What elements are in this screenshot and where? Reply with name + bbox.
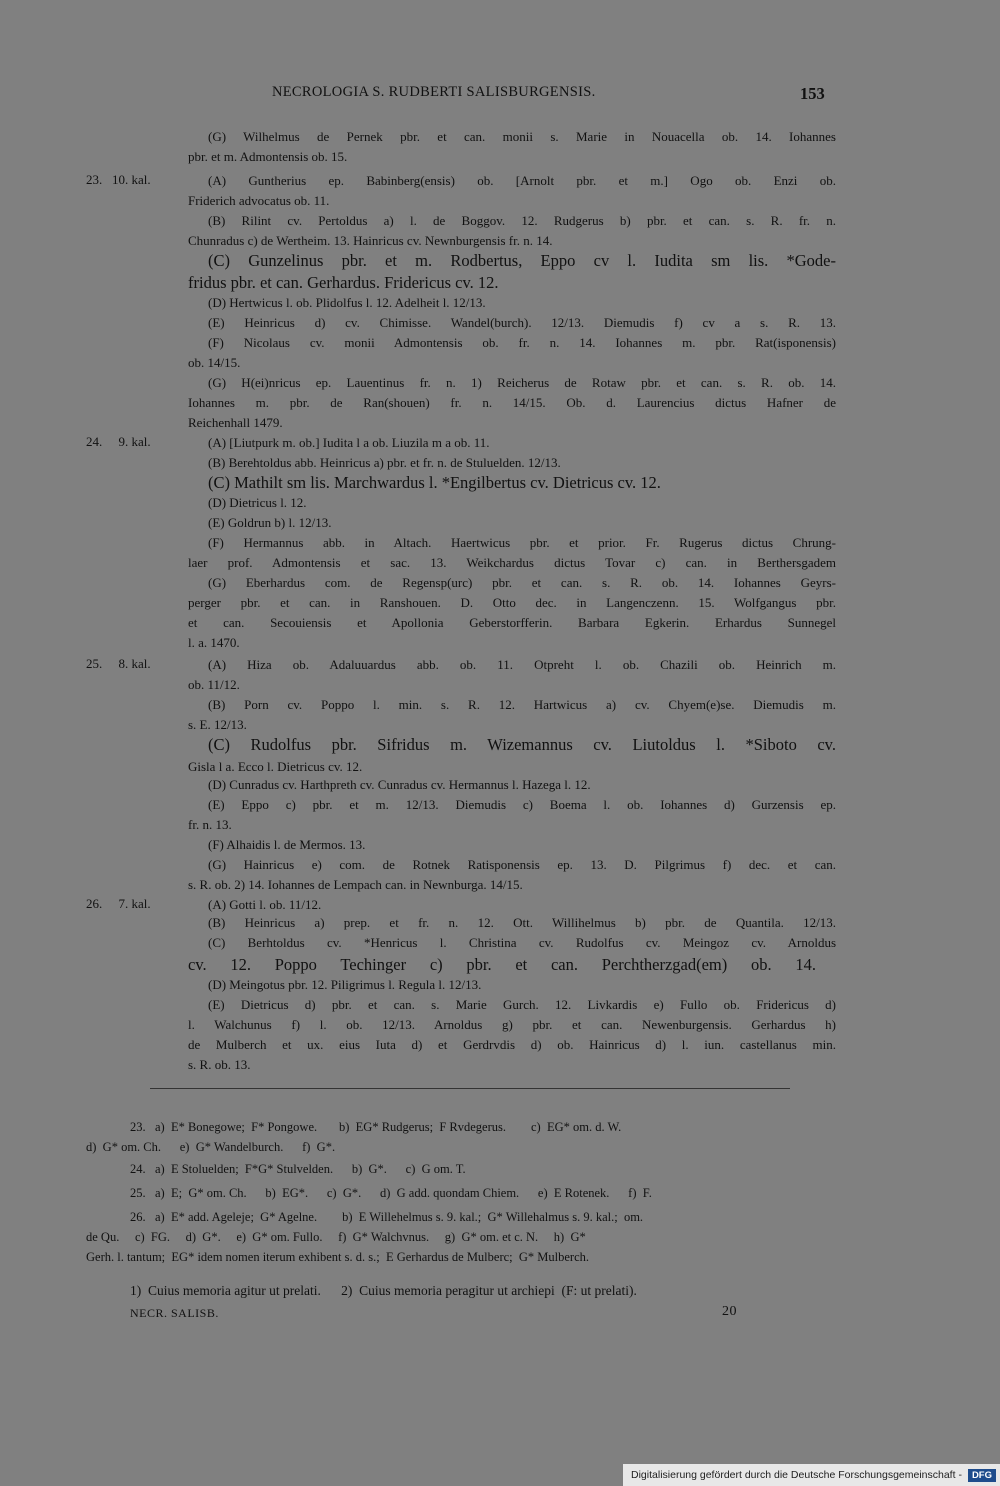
text-line: (D) Meingotus pbr. 12. Piligrimus l. Regula l. 12/13. — [208, 977, 482, 992]
text-line: (B) Berehtoldus abb. Heinricus a) pbr. et fr. n. de Stuluelden. 12/13. — [208, 455, 561, 470]
text-line: perger pbr. et can. in Ranshouen. D. Otto dec. in Langenczenn. 15. Wolfgangus pbr. — [188, 595, 836, 610]
footnote-line: Gerh. l. tantum; EG* idem nomen iterum exhibent s. d. s.; E Gerhardus de Mulberc; G* Mulberch. — [86, 1250, 590, 1264]
text-line: (F) Nicolaus cv. monii Admontensis ob. fr. n. 14. Iohannes m. pbr. Rat(isponensis) — [208, 335, 836, 350]
text-line: (C) Mathilt sm lis. Marchwardus l. *Engilbertus cv. Dietricus cv. 12. — [208, 473, 661, 492]
running-header — [0, 84, 1000, 108]
text-line: Gisla l a. Ecco l. Dietricus cv. 12. — [188, 759, 363, 774]
text-line: laer prof. Admontensis et sac. 13. Weikchardus dictus Tovar c) can. in Berthersgadem — [188, 555, 836, 570]
footnote-line: d) G* om. Ch. e) G* Wandelburch. f) G*. — [86, 1140, 336, 1154]
text-line: s. R. ob. 13. — [188, 1057, 251, 1072]
text-line: pbr. et m. Admontensis ob. 15. — [188, 149, 348, 164]
text-line: de Mulberch et ux. eius Iuta d) et Gerdrvdis d) ob. Hainricus d) l. iun. castellanus min. — [188, 1037, 836, 1052]
text-line: fridus pbr. et can. Gerhardus. Fridericus cv. 12. — [188, 273, 499, 292]
text-line: (B) Rilint cv. Pertoldus a) l. de Boggov. 12. Rudgerus b) pbr. et can. s. R. fr. n. — [208, 213, 836, 228]
text-line: (A) [Liutpurk m. ob.] Iudita l a ob. Liuzila m a ob. 11. — [208, 435, 490, 450]
text-line: (E) Dietricus d) pbr. et can. s. Marie Gurch. 12. Livkardis e) Fullo ob. Fridericus d) — [208, 997, 836, 1012]
text-line: Reichenhall 1479. — [188, 415, 283, 430]
date-label: 24. 9. kal. — [86, 434, 151, 449]
funding-footer — [623, 1464, 1000, 1486]
text-line: (A) Guntherius ep. Babinberg(ensis) ob. [Arnolt pbr. et m.] Ogo ob. Enzi ob. — [208, 173, 836, 188]
gathering-number: 20 — [722, 1304, 737, 1319]
date-label: 25. 8. kal. — [86, 656, 151, 671]
text-line: (B) Heinricus a) prep. et fr. n. 12. Ott. Willihelmus b) pbr. de Quantila. 12/13. — [208, 915, 836, 930]
text-line: Iohannes m. pbr. de Ran(shouen) fr. n. 14/15. Ob. d. Laurencius dictus Hafner de — [188, 395, 836, 410]
text-line: ob. 14/15. — [188, 355, 241, 370]
date-label: 23. 10. kal. — [86, 172, 151, 187]
text-line: (B) Porn cv. Poppo l. min. s. R. 12. Hartwicus a) cv. Chyem(e)se. Diemudis m. — [208, 697, 836, 712]
date-label: 26. 7. kal. — [86, 896, 151, 911]
text-line: (C) Gunzelinus pbr. et m. Rodbertus, Eppo cv l. Iudita sm lis. *Gode- — [208, 252, 836, 270]
text-line: (A) Hiza ob. Adaluuardus abb. ob. 11. Otpreht l. ob. Chazili ob. Heinrich m. — [208, 657, 836, 672]
dfg-logo: DFG — [968, 1469, 996, 1482]
text-line: Chunradus c) de Wertheim. 13. Hainricus cv. Newnburgensis fr. n. 14. — [188, 233, 553, 248]
footnote-divider — [150, 1088, 790, 1089]
text-line: s. R. ob. 2) 14. Iohannes de Lempach can. in Newnburga. 14/15. — [188, 877, 523, 892]
text-line: l. a. 1470. — [188, 635, 240, 650]
text-line: fr. n. 13. — [188, 817, 232, 832]
text-line: (D) Hertwicus l. ob. Plidolfus l. 12. Adelheit l. 12/13. — [208, 295, 486, 310]
text-line: (G) H(ei)nricus ep. Lauentinus fr. n. 1) Reicherus de Rotaw pbr. et can. s. R. ob. 14. — [208, 375, 836, 390]
funding-text: Digitalisierung gefördert durch die Deutsche Forschungsgemeinschaft - — [631, 1469, 962, 1481]
text-line: (G) Wilhelmus de Pernek pbr. et can. monii s. Marie in Nouacella ob. 14. Iohannes — [208, 129, 836, 144]
text-line: et can. Secouiensis et Apollonia Geberstorfferin. Barbara Egkerin. Erhardus Sunnegel — [188, 615, 836, 630]
text-line: (E) Eppo c) pbr. et m. 12/13. Diemudis c) Boema l. ob. Iohannes d) Gurzensis ep. — [208, 797, 836, 812]
footnote-line: 25. a) E; G* om. Ch. b) EG*. c) G*. d) G add. quondam Chiem. e) E Rotenek. f) F. — [130, 1186, 652, 1200]
text-line: Friderich advocatus ob. 11. — [188, 193, 330, 208]
text-line: (A) Gotti l. ob. 11/12. — [208, 897, 322, 912]
text-line: (E) Goldrun b) l. 12/13. — [208, 515, 332, 530]
footnote-line: 23. a) E* Bonegowe; F* Pongowe. b) EG* Rudgerus; F Rvdegerus. c) EG* om. d. W. — [130, 1120, 622, 1134]
footnote-line: 26. a) E* add. Ageleje; G* Agelne. b) E Willehelmus s. 9. kal.; G* Willehalmus s. 9. kal.; om. — [130, 1210, 644, 1224]
text-line: (D) Dietricus l. 12. — [208, 495, 307, 510]
text-line: (G) Hainricus e) com. de Rotnek Ratisponensis ep. 13. D. Pilgrimus f) dec. et can. — [208, 857, 836, 872]
text-line: (F) Alhaidis l. de Mermos. 13. — [208, 837, 366, 852]
signature-mark: NECR. SALISB. — [130, 1306, 219, 1320]
page-number: 153 — [800, 84, 825, 103]
text-line: (F) Hermannus abb. in Altach. Haertwicus pbr. et prior. Fr. Rugerus dictus Chrung- — [208, 535, 836, 550]
footnote-line: de Qu. c) FG. d) G*. e) G* om. Fullo. f) G* Walchvnus. g) G* om. et c. N. h) G* — [86, 1230, 586, 1244]
text-line: (C) Rudolfus pbr. Sifridus m. Wizemannus cv. Liutoldus l. *Siboto cv. — [208, 736, 836, 754]
text-line: l. Walchunus f) l. ob. 12/13. Arnoldus g) pbr. et can. Newenburgensis. Gerhardus h) — [188, 1017, 836, 1032]
text-line: (G) Eberhardus com. de Regensp(urc) pbr. et can. s. R. ob. 14. Iohannes Geyrs- — [208, 575, 836, 590]
text-line: (C) Berhtoldus cv. *Henricus l. Christina cv. Rudolfus cv. Meingoz cv. Arnoldus — [208, 935, 836, 950]
footnote-line: 1) Cuius memoria agitur ut prelati. 2) Cuius memoria peragitur ut archiepi (F: ut prelati). — [130, 1283, 637, 1298]
text-line: (D) Cunradus cv. Harthpreth cv. Cunradus cv. Hermannus l. Hazega l. 12. — [208, 777, 591, 792]
text-line: ob. 11/12. — [188, 677, 240, 692]
text-line: cv. 12. Poppo Techinger c) pbr. et can. Perchtherzgad(em) ob. 14. — [188, 956, 816, 974]
running-title: NECROLOGIA S. RUDBERTI SALISBURGENSIS. — [272, 84, 596, 100]
text-line: (E) Heinricus d) cv. Chimisse. Wandel(burch). 12/13. Diemudis f) cv a s. R. 13. — [208, 315, 836, 330]
footnote-line: 24. a) E Stoluelden; F*G* Stulvelden. b) G*. c) G om. T. — [130, 1162, 466, 1176]
text-line: s. E. 12/13. — [188, 717, 247, 732]
